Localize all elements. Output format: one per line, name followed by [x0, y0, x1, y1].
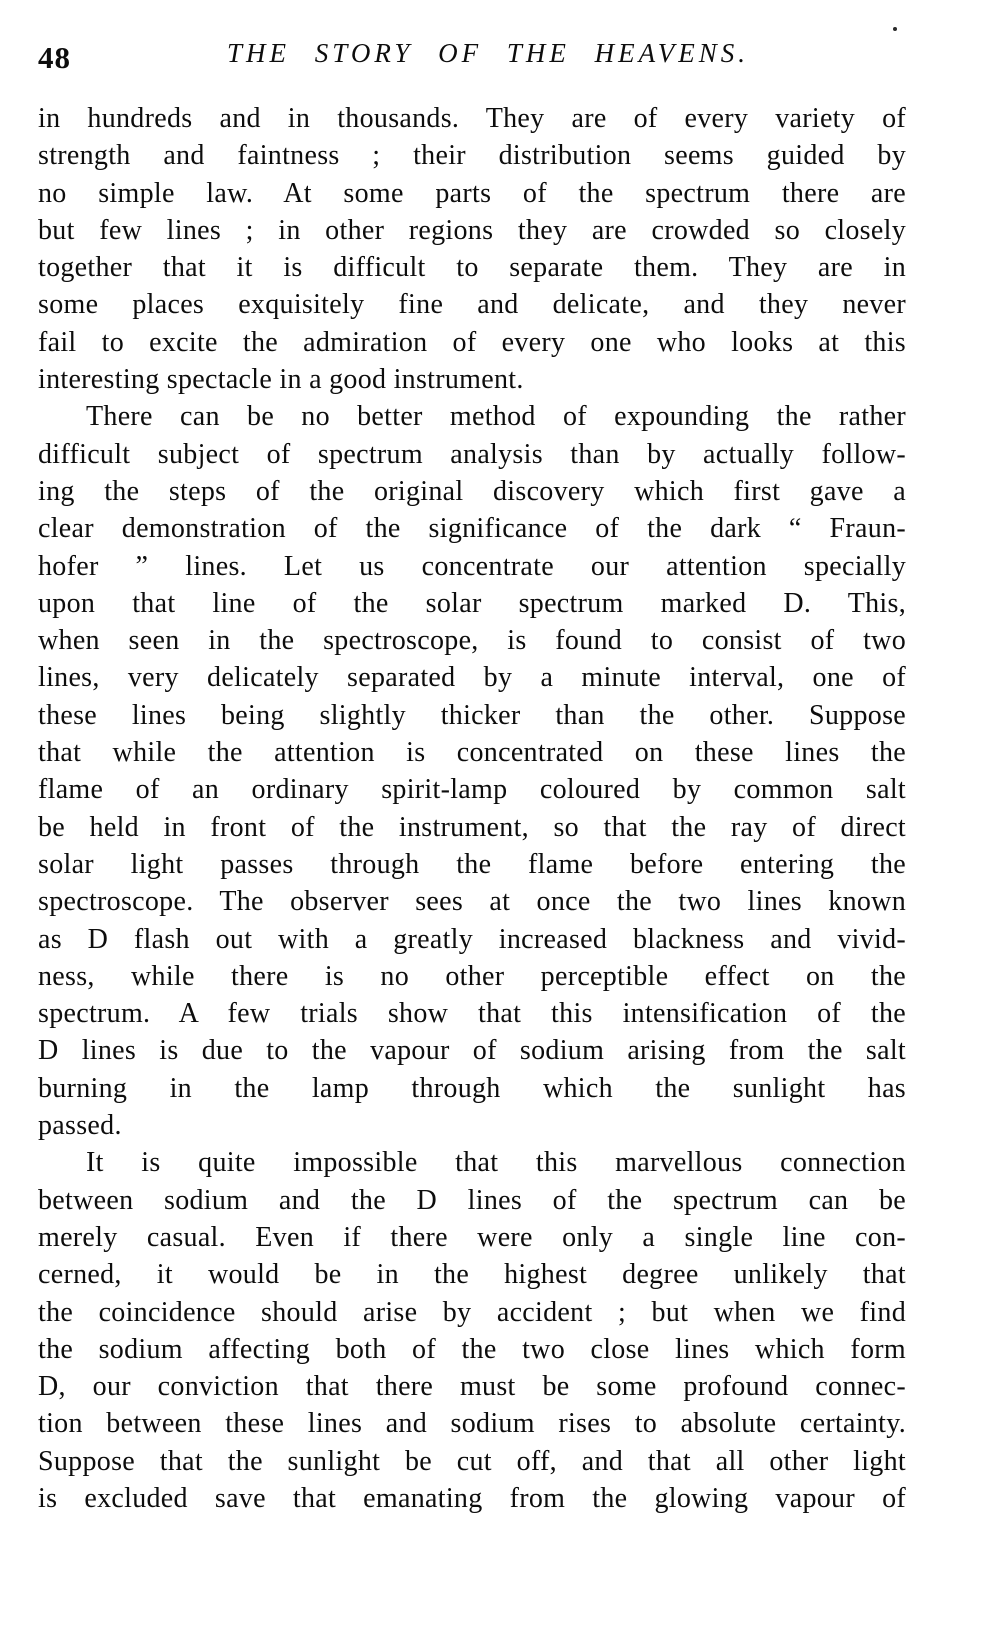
- text-line: between sodium and the D lines of the spectrum can be: [38, 1184, 906, 1216]
- text-line: flame of an ordinary spirit-lamp coloured by common salt: [38, 774, 906, 806]
- text-line: some places exquisitely fine and delicate, and they never: [38, 289, 906, 321]
- text-line: clear demonstration of the significance of the dark “ Fraun-: [38, 513, 906, 545]
- text-line: It is quite impossible that this marvellous connection: [86, 1147, 906, 1179]
- text-line: D lines is due to the vapour of sodium arising from the salt: [38, 1035, 906, 1067]
- page-number: 48: [38, 40, 71, 75]
- paragraph: [38, 100, 906, 398]
- text-column: [38, 100, 906, 1517]
- paragraph: [38, 1144, 906, 1517]
- text-line: cerned, it would be in the highest degree unlikely that: [38, 1259, 906, 1291]
- scan-artifact: [893, 27, 897, 31]
- text-line: solar light passes through the flame before entering the: [38, 848, 906, 880]
- text-line: tion between these lines and sodium rises to absolute certainty.: [38, 1408, 906, 1440]
- text-line: the sodium affecting both of the two close lines which form: [38, 1333, 906, 1365]
- text-line: no simple law. At some parts of the spectrum there are: [38, 177, 906, 209]
- text-line: merely casual. Even if there were only a single line con-: [38, 1221, 906, 1253]
- text-line: is excluded save that emanating from the glowing vapour of: [38, 1482, 906, 1514]
- text-line: D, our conviction that there must be some profound connec-: [38, 1371, 906, 1403]
- text-line: strength and faintness ; their distribution seems guided by: [38, 140, 906, 172]
- text-line: spectrum. A few trials show that this intensification of the: [38, 998, 906, 1030]
- text-line: ness, while there is no other perceptible effect on the: [38, 960, 906, 992]
- text-line: in hundreds and in thousands. They are of every variety of: [38, 103, 906, 134]
- text-line: interesting spectacle in a good instrument.: [38, 364, 524, 396]
- text-line: be held in front of the instrument, so that the ray of direct: [38, 811, 906, 843]
- text-line: hofer ” lines. Let us concentrate our attention specially: [38, 550, 906, 582]
- text-line: difficult subject of spectrum analysis than by actually follow-: [38, 438, 906, 470]
- text-line: There can be no better method of expounding the rather: [86, 401, 906, 433]
- text-line: that while the attention is concentrated on these lines the: [38, 737, 906, 769]
- text-line: as D flash out with a greatly increased blackness and vivid-: [38, 923, 906, 955]
- paragraph: [38, 398, 906, 1144]
- text-line: together that it is difficult to separate them. They are in: [38, 252, 906, 284]
- text-line: burning in the lamp through which the sunlight has: [38, 1072, 906, 1104]
- text-line: ing the steps of the original discovery which first gave a: [38, 475, 906, 507]
- running-title: THE STORY OF THE HEAVENS.: [227, 38, 749, 68]
- text-line: when seen in the spectroscope, is found to consist of two: [38, 625, 906, 657]
- running-header: [38, 36, 938, 78]
- text-line: these lines being slightly thicker than the other. Suppose: [38, 699, 906, 731]
- text-line: but few lines ; in other regions they are crowded so closely: [38, 214, 906, 246]
- text-line: upon that line of the solar spectrum marked D. This,: [38, 587, 906, 619]
- text-line: spectroscope. The observer sees at once the two lines known: [38, 886, 906, 918]
- text-line: lines, very delicately separated by a minute interval, one of: [38, 662, 906, 694]
- text-line: Suppose that the sunlight be cut off, and that all other light: [38, 1445, 906, 1477]
- text-line: passed.: [38, 1110, 122, 1142]
- text-line: the coincidence should arise by accident ; but when we find: [38, 1296, 906, 1328]
- text-line: fail to excite the admiration of every one who looks at this: [38, 326, 906, 358]
